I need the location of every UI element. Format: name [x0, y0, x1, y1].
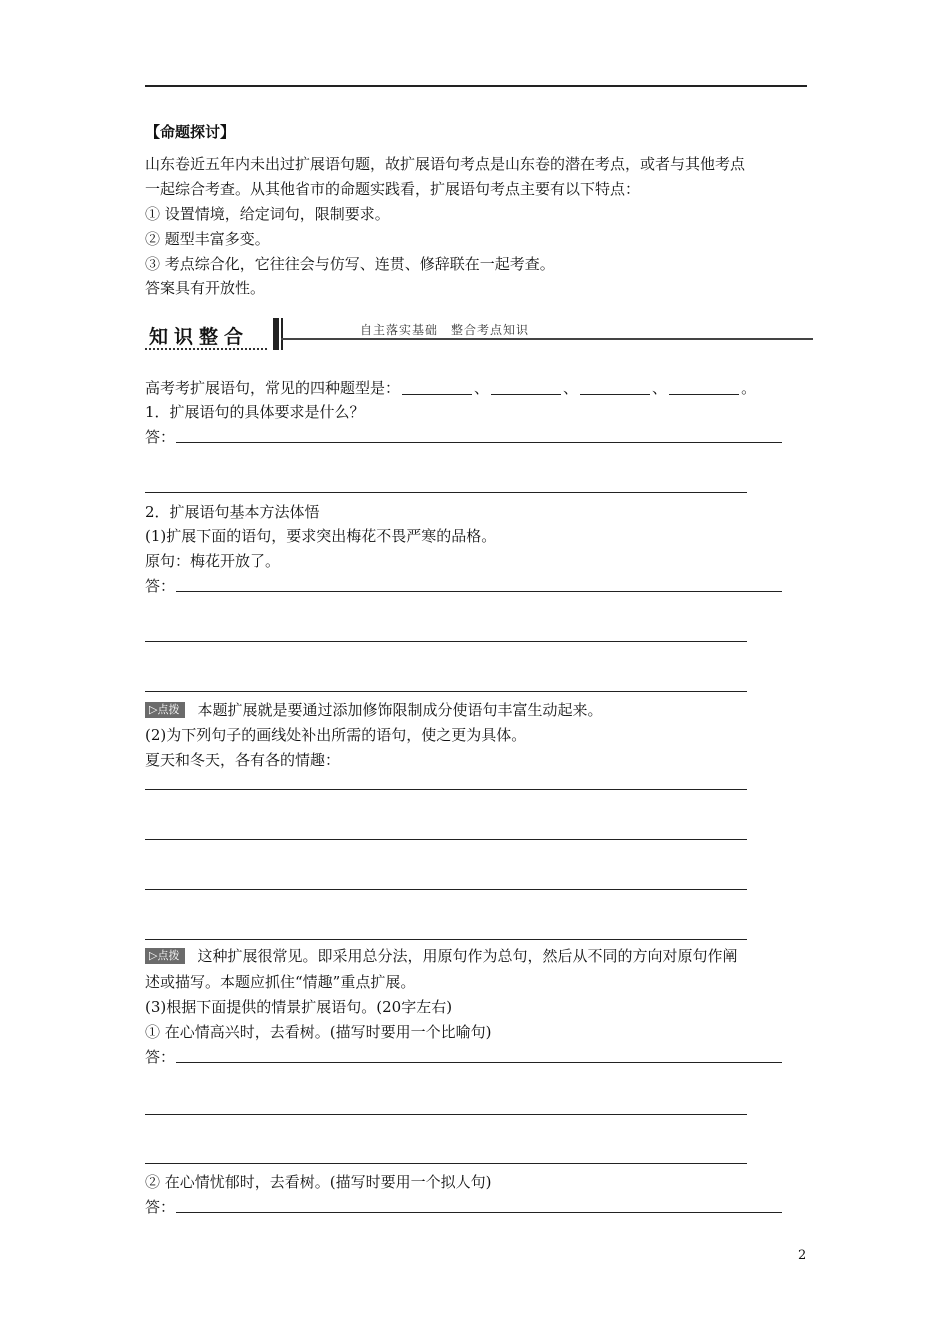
- answer-line[interactable]: [176, 442, 782, 443]
- banner-title: 知识整合: [149, 326, 250, 348]
- blank-4[interactable]: [669, 380, 739, 395]
- banner-dotted-underline: [145, 348, 267, 350]
- discussion-point-4: 答案具有开放性。: [145, 279, 266, 297]
- answer-line[interactable]: [145, 1163, 747, 1164]
- discussion-para-line1: 山东卷近五年内未出过扩展语句题，故扩展语句考点是山东卷的潜在考点，或者与其他考点: [145, 155, 746, 173]
- question-2-2-sentence: 夏天和冬天，各有各的情趣：: [145, 751, 341, 769]
- question-2-1-original: 原句：梅花开放了。: [145, 552, 281, 570]
- answer-line[interactable]: [145, 492, 747, 493]
- discussion-point-1: ① 设置情境，给定词句，限制要求。: [145, 205, 390, 223]
- period: 。: [741, 379, 757, 397]
- answer-line[interactable]: [145, 839, 747, 840]
- intro-line: [145, 378, 756, 398]
- question-2-3-a: ① 在心情高兴时，去看树。(描写时要用一个比喻句): [145, 1023, 492, 1041]
- tip-2-text-line1: 这种扩展很常见。即采用总分法，用原句作为总句，然后从不同的方向对原句作阐: [197, 947, 738, 965]
- banner-divider: [273, 318, 279, 350]
- answer-line[interactable]: [145, 939, 747, 940]
- tip-badge: ▷点拨: [145, 702, 185, 718]
- discussion-para-line2: 一起综合考查。从其他省市的命题实践看，扩展语句考点主要有以下特点：: [145, 180, 641, 198]
- tip-badge: ▷点拨: [145, 948, 185, 964]
- question-2-3-b: ② 在心情忧郁时，去看树。(描写时要用一个拟人句): [145, 1173, 492, 1191]
- banner-subtitle: 自主落实基础 整合考点知识: [360, 323, 530, 337]
- tip-2: [145, 946, 737, 966]
- question-2: 2．扩展语句基本方法体悟: [145, 503, 320, 521]
- answer-line[interactable]: [145, 691, 747, 692]
- answer-line[interactable]: [145, 641, 747, 642]
- answer-line[interactable]: [145, 889, 747, 890]
- separator: 、: [652, 379, 668, 397]
- answer-line[interactable]: [176, 591, 782, 592]
- blank-3[interactable]: [580, 380, 650, 395]
- separator: 、: [474, 379, 490, 397]
- question-1: 1．扩展语句的具体要求是什么？: [145, 403, 365, 421]
- question-2-3: (3)根据下面提供的情景扩展语句。(20字左右): [145, 998, 453, 1016]
- separator: 、: [563, 379, 579, 397]
- page-number: 2: [798, 1248, 807, 1263]
- answer-label-2: 答：: [145, 577, 176, 595]
- blank-1[interactable]: [402, 380, 472, 395]
- discussion-point-3: ③ 考点综合化，它往往会与仿写、连贯、修辞联在一起考查。: [145, 255, 555, 273]
- answer-label-3: 答：: [145, 1048, 176, 1066]
- tip-2-text-line2: 述或描写。本题应抓住“情趣”重点扩展。: [145, 973, 416, 991]
- answer-label-4: 答：: [145, 1198, 176, 1216]
- intro-prefix: 高考考扩展语句，常见的四种题型是：: [145, 379, 401, 397]
- tip-badge-label: 点拨: [157, 949, 180, 962]
- answer-line[interactable]: [145, 789, 747, 790]
- question-2-2: (2)为下列句子的画线处补出所需的语句，使之更为具体。: [145, 726, 527, 744]
- header-rule: [145, 85, 807, 87]
- answer-line[interactable]: [145, 1114, 747, 1115]
- banner-rule: [281, 338, 813, 340]
- question-2-1: (1)扩展下面的语句，要求突出梅花不畏严寒的品格。: [145, 527, 497, 545]
- discussion-heading: 【命题探讨】: [145, 123, 236, 141]
- discussion-point-2: ② 题型丰富多变。: [145, 230, 270, 248]
- banner-divider-thin: [281, 318, 283, 350]
- blank-2[interactable]: [491, 380, 561, 395]
- answer-line[interactable]: [176, 1062, 782, 1063]
- knowledge-banner: [145, 318, 813, 352]
- answer-line[interactable]: [176, 1212, 782, 1213]
- tip-1-text: 本题扩展就是要通过添加修饰限制成分使语句丰富生动起来。: [197, 701, 603, 719]
- answer-label-1: 答：: [145, 428, 176, 446]
- tip-1: [145, 700, 602, 720]
- tip-badge-label: 点拨: [157, 703, 180, 716]
